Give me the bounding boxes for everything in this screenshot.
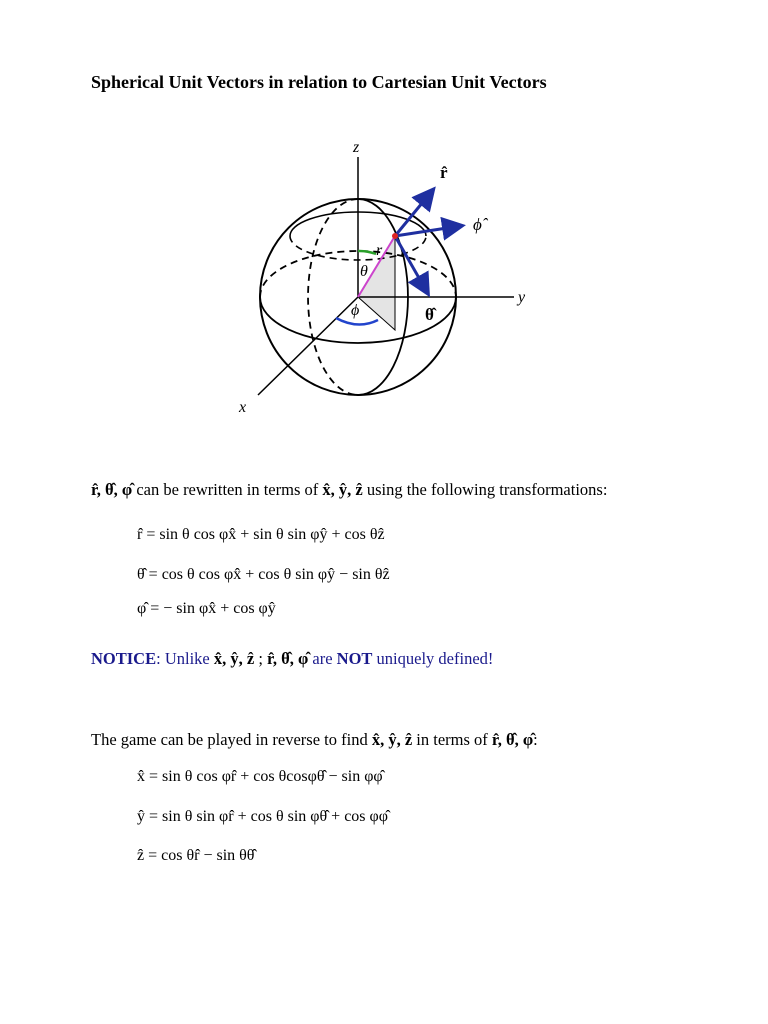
notice-rest: uniquely defined!: [372, 649, 494, 668]
intro-end: using the following transformations:: [362, 480, 608, 499]
equation-r-hat: r̂ = sin θ cos φx̂ + sin θ sin φŷ + cos θẑ: [137, 526, 385, 543]
notice-unlike: : Unlike: [156, 649, 214, 668]
reverse-mid: in terms of: [412, 730, 492, 749]
intro-mid: can be rewritten in terms of: [132, 480, 323, 499]
intro-line: [91, 480, 607, 500]
reverse-cartesian-vectors: x̂, ŷ, ẑ: [371, 730, 413, 749]
meridian-back: [308, 199, 358, 395]
theta-hat-label: θ̂: [425, 305, 434, 324]
equation-theta-hat: θ̂ = cos θ cos φx̂ + cos θ sin φŷ − sin θẑ: [137, 566, 390, 583]
notice-are: are: [308, 649, 337, 668]
radius-label: r: [376, 242, 383, 259]
page-title: Spherical Unit Vectors in relation to Cartesian Unit Vectors: [91, 72, 547, 92]
notice-line: [91, 649, 493, 669]
point-marker: [392, 233, 398, 239]
equation-z-hat: ẑ = cos θr̂ − sin θθ̂: [137, 847, 255, 864]
notice-label: NOTICE: [91, 649, 157, 668]
phi-label: ϕ: [351, 302, 360, 319]
theta-hat-vector: [395, 236, 427, 292]
y-axis-label: y: [518, 289, 526, 306]
cartesian-vectors: x̂, ŷ, ẑ: [322, 480, 363, 499]
theta-label: θ: [360, 263, 368, 280]
reverse-start: The game can be played in reverse to find: [91, 730, 372, 749]
notice-not: NOT: [336, 649, 373, 668]
equation-y-hat: ŷ = sin θ sin φr̂ + cos θ sin φθ̂ + cos φφ̂: [137, 808, 388, 825]
x-axis-label: x: [239, 399, 247, 416]
notice-cartesian-vectors: x̂, ŷ, ẑ: [213, 649, 255, 668]
reverse-end: :: [533, 730, 538, 749]
r-hat-vector: [395, 191, 432, 236]
spherical-vectors: r̂, θ̂, φ̂: [91, 480, 133, 499]
notice-spherical-vectors: r̂, θ̂, φ̂: [267, 649, 309, 668]
reverse-intro-line: [91, 730, 538, 750]
equation-x-hat: x̂ = sin θ cos φr̂ + cos θcosφθ̂ − sin φφ̂: [137, 768, 383, 785]
phi-hat-label: ϕ̂: [473, 215, 482, 234]
notice-semicolon: ;: [254, 649, 268, 668]
reverse-spherical-vectors: r̂, θ̂, φ̂: [491, 730, 534, 749]
r-hat-label: r̂: [440, 163, 448, 182]
equation-phi-hat: φ̂ = − sin φx̂ + cos φŷ: [137, 600, 276, 617]
theta-arc: [358, 251, 376, 254]
z-axis-label: z: [353, 139, 360, 156]
spherical-coordinates-diagram: [225, 130, 535, 420]
